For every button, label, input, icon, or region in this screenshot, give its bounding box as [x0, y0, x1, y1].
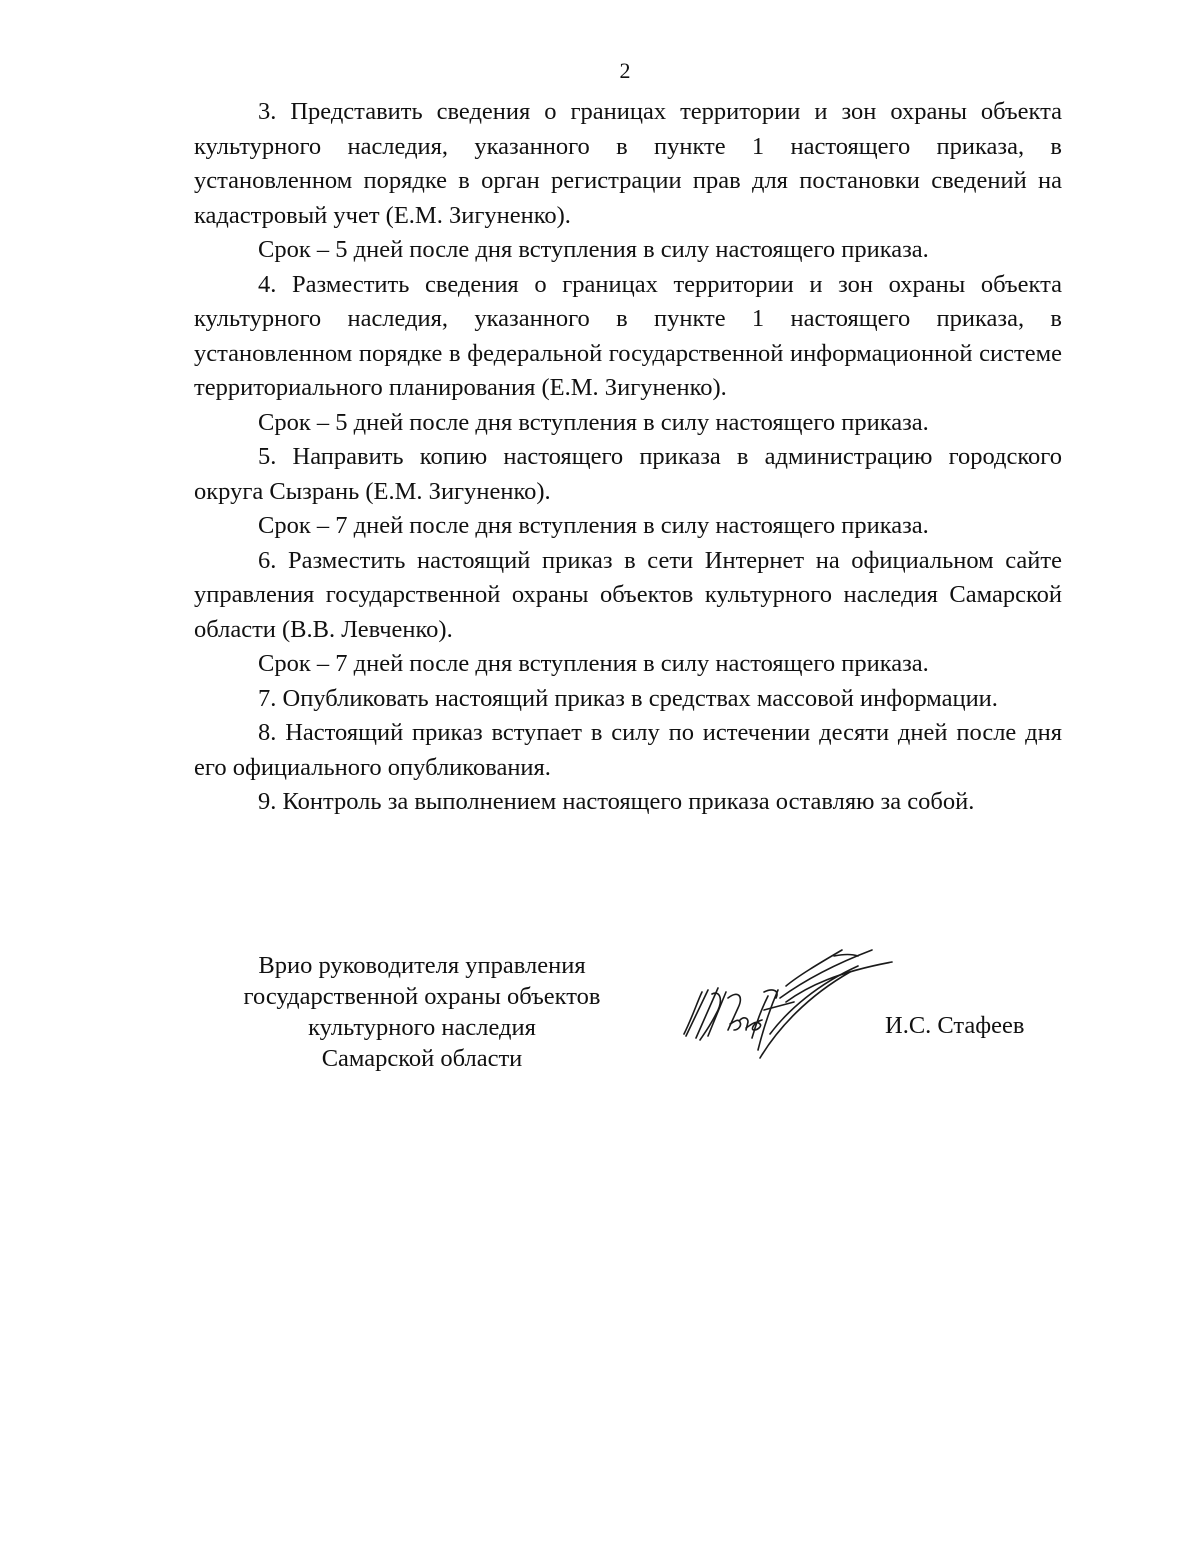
page-number: 2	[619, 58, 631, 83]
paragraph-item-4: 4. Разместить сведения о границах территории и зон охраны объекта культурного наследия, указанного в пункте 1 настоящего приказа, в установленном порядке в федеральной государственной информационной системе территориального планирования (Е.М. Зигуненко).	[194, 270, 1062, 401]
paragraph-item-8: 8. Настоящий приказ вступает в силу по истечении десяти дней после дня его официального опубликования.	[194, 719, 1062, 781]
deadline-item-4: Срок – 5 дней после дня вступления в силу настоящего приказа.	[258, 408, 929, 436]
paragraph-item-5: 5. Направить копию настоящего приказа в администрацию городского округа Сызрань (Е.М. Зигуненко).	[194, 443, 1062, 505]
paragraph-item-3: 3. Представить сведения о границах территории и зон охраны объекта культурного наследия, указанного в пункте 1 настоящего приказа, в установленном порядке в орган регистрации прав для постановки сведений на кадастровый учет (Е.М. Зигуненко).	[194, 98, 1062, 229]
signatory-position	[212, 950, 632, 1074]
deadline-item-6: Срок – 7 дней после дня вступления в силу настоящего приказа.	[258, 650, 929, 677]
deadline-item-3: Срок – 5 дней после дня вступления в силу настоящего приказа.	[258, 236, 929, 263]
paragraph-item-9: 9. Контроль за выполнением настоящего приказа оставляю за собой.	[258, 788, 975, 815]
position-line: Самарской области	[321, 1045, 523, 1072]
handwritten-signature-icon	[668, 938, 908, 1088]
document-body	[194, 95, 1062, 820]
deadline-item-5: Срок – 7 дней после дня вступления в силу настоящего приказа.	[258, 512, 929, 539]
signer-name: И.С. Стафеев	[885, 1012, 1025, 1039]
paragraph-item-6: 6. Разместить настоящий приказ в сети Интернет на официальном сайте управления государственной охраны объектов культурного наследия Самарской области (В.В. Левченко).	[194, 546, 1062, 643]
position-line: государственной охраны объектов	[243, 983, 601, 1010]
paragraph-item-7: 7. Опубликовать настоящий приказ в средствах массовой информации.	[258, 684, 998, 712]
position-line: Врио руководителя управления	[258, 952, 586, 979]
position-line: культурного наследия	[308, 1014, 536, 1041]
